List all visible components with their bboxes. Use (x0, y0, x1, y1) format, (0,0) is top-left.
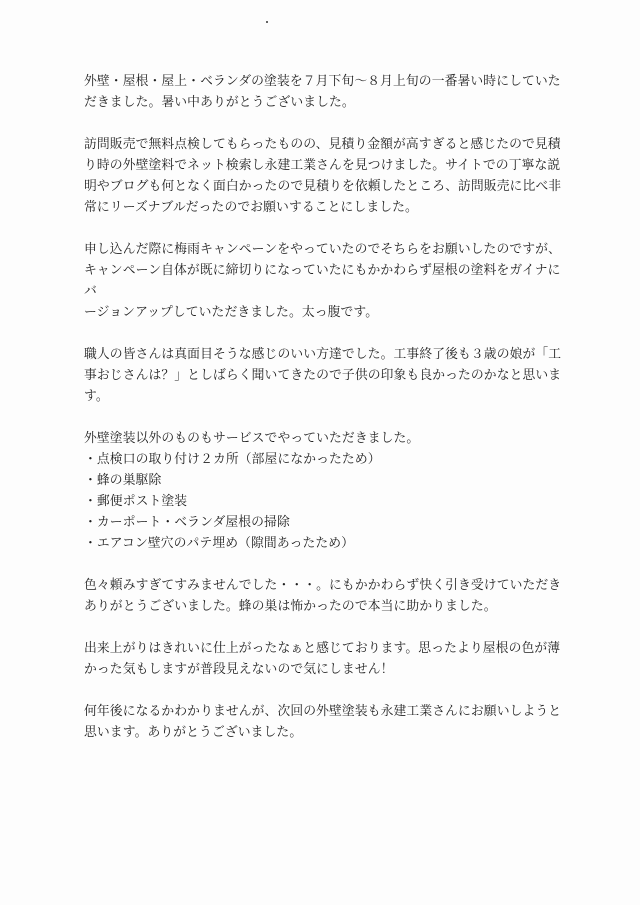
list-item: ・エアコン壁穴のパテ埋め（隙間あったため） (84, 536, 355, 551)
services-list (84, 449, 564, 554)
paragraph-craftsmen: 職人の皆さんは真面目そうな感じのいい方達でした。工事終了後も３歳の娘が「工 事おじさんは？」としばらく聞いてきたので子供の印象も良かったのかなと思いま す。 (84, 347, 562, 404)
scan-speck (266, 21, 268, 23)
paragraph-apology-thanks: 色々頼みすぎてすみませんでした・・・。にもかかわらず快く引き受けていただき ありがとうございました。蜂の巣は怖かったので本当に助かりました。 (84, 578, 562, 614)
list-item: ・蜂の巣駆除 (84, 473, 162, 488)
services-list-intro: 外壁塗装以外のものもサービスでやっていただきました。 (84, 431, 420, 446)
paragraph-future-request: 何年後になるかわかりませんが、次回の外壁塗装も永建工業さんにお願いしようと 思います。ありがとうございました。 (84, 704, 562, 740)
paragraph-reason-for-choosing: 訪問販売で無料点検してもらったものの、見積り金額が高すぎると感じたので見積 り時の外壁塗料でネット検索し永建工業さんを見つけました。サイトでの丁寧な説 明やブログも何となく面白かったので見積りを依頼したところ、訪問販売に比べ非 常にリーズナブルだったのでお願いすることにしました。 (84, 137, 562, 215)
paragraph-finish-impression: 出来上がりはきれいに仕上がったなぁと感じております。思ったより屋根の色が薄 かった気もしますが普段見えないので気にしません！ (84, 641, 561, 677)
paragraph-campaign-upgrade: 申し込んだ際に梅雨キャンペーンをやっていたのでそちらをお願いしたのですが、 キャンペーン自体が既に締切りになっていたにもかかわらず屋根の塗料をガイナにバ ージョンアップしていただきました。太っ腹です。 (84, 242, 561, 320)
list-item: ・郵便ポスト塗装 (84, 494, 188, 509)
letter-body (84, 71, 564, 764)
list-item: ・点検口の取り付け２カ所（部屋になかったため） (84, 452, 381, 467)
paragraph-painting-period: 外壁・屋根・屋上・ベランダの塗装を７月下旬〜８月上旬の一番暑い時にしていた だきました。暑い中ありがとうございました。 (84, 74, 561, 110)
list-item: ・カーポート・ベランダ屋根の掃除 (84, 515, 290, 530)
